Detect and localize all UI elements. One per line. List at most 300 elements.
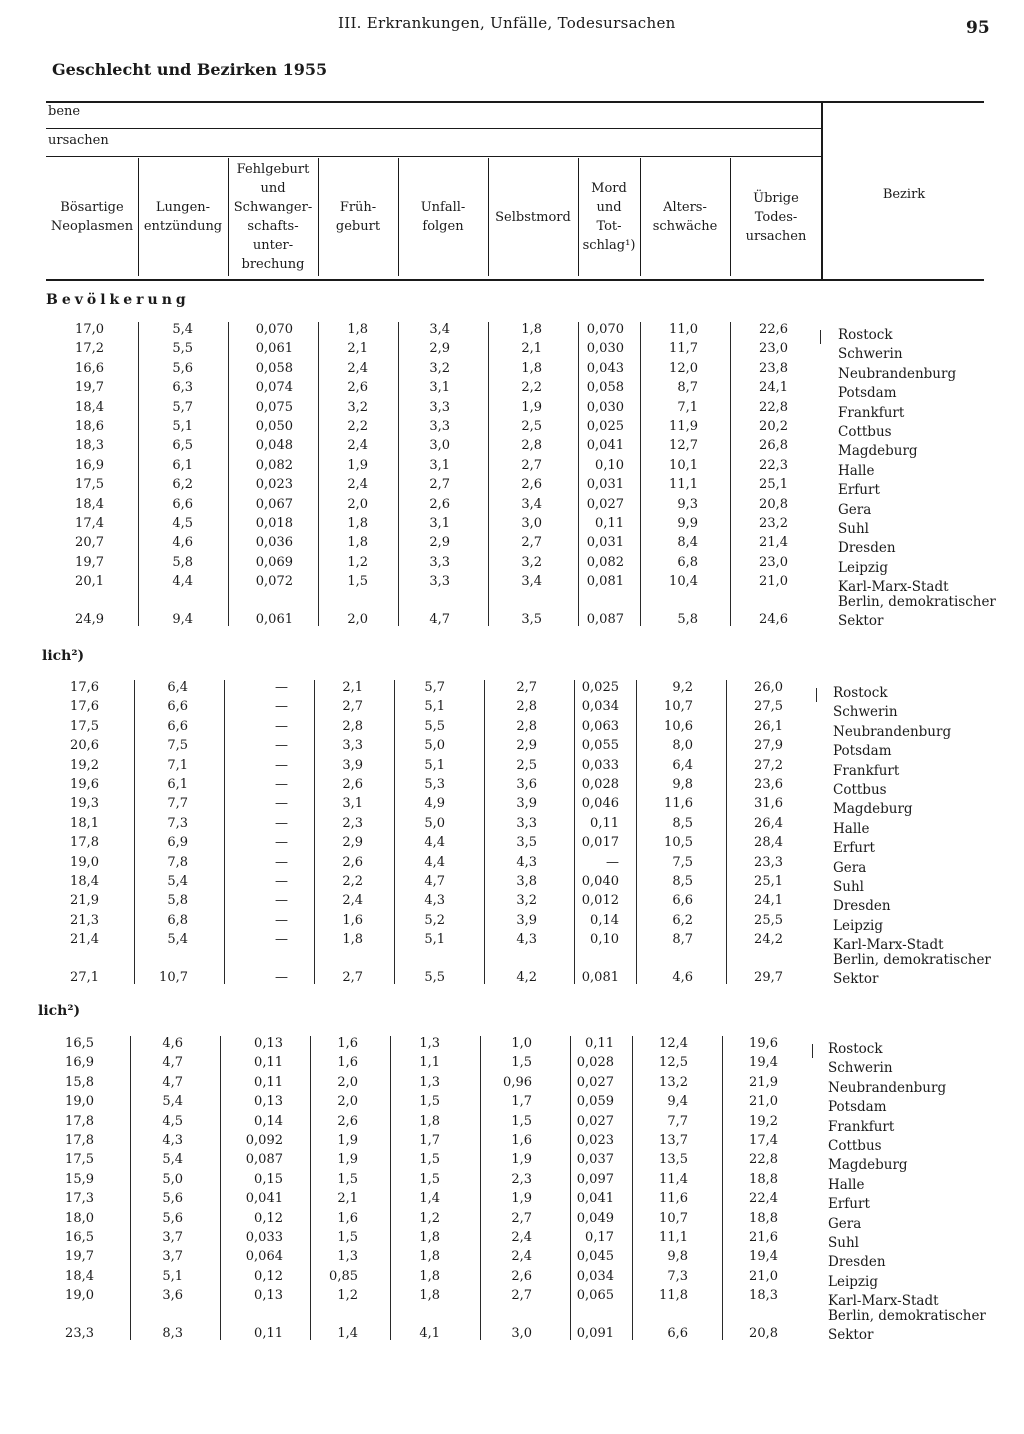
table-cell-fehlgeburt: 0,075	[255, 399, 293, 415]
table-cell-selbstmord: 3,6	[516, 777, 537, 792]
table-cell-uebrige: 21,0	[749, 1268, 778, 1284]
table-cell-neoplasmen: 16,6	[75, 360, 104, 376]
table-cell-unfallfolgen: 5,1	[424, 699, 445, 715]
table-cell-mord: 0,058	[586, 380, 624, 396]
header-fragment-ursachen: ursachen	[48, 133, 109, 148]
table-cell-fehlgeburt: —	[275, 874, 288, 889]
table-cell-fruehgeburt: 2,4	[342, 893, 363, 909]
table-cell-uebrige: 31,6	[754, 796, 783, 812]
table-cell-lungenentzuendung: 6,6	[167, 699, 188, 715]
table-cell-selbstmord: 2,4	[511, 1230, 532, 1245]
bezirk-label: Neubrandenburg	[828, 1079, 947, 1096]
table-cell-lungenentzuendung: 6,1	[167, 777, 188, 792]
table-cell-fehlgeburt: 0,11	[254, 1325, 283, 1341]
table-cell-lungenentzuendung: 6,3	[172, 380, 193, 396]
table-cell-fruehgeburt: 2,0	[347, 496, 368, 512]
table-row	[0, 814, 1024, 833]
table-cell-altersschwaeche: 6,6	[667, 1325, 688, 1341]
table-cell-fruehgeburt: 2,9	[342, 835, 363, 851]
table-cell-selbstmord: 3,8	[516, 874, 537, 889]
table-cell-unfallfolgen: 1,8	[419, 1249, 440, 1265]
table-cell-fehlgeburt: 0,14	[254, 1113, 283, 1129]
table-cell-fruehgeburt: 2,1	[347, 341, 368, 357]
table-cell-neoplasmen: 20,1	[75, 574, 104, 590]
table-cell-altersschwaeche: 8,7	[672, 932, 693, 948]
table-cell-unfallfolgen: 4,7	[424, 874, 445, 889]
table-cell-altersschwaeche: 8,5	[672, 874, 693, 889]
table-cell-lungenentzuendung: 8,3	[162, 1325, 183, 1341]
table-cell-lungenentzuendung: 3,6	[162, 1288, 183, 1304]
bezirk-label: Gera	[833, 859, 867, 876]
table-cell-unfallfolgen: 5,0	[424, 815, 445, 831]
table-cell-mord: 0,045	[576, 1249, 614, 1265]
table-cell-altersschwaeche: 12,0	[669, 360, 698, 376]
table-cell-neoplasmen: 19,7	[75, 380, 104, 396]
table-cell-unfallfolgen: 1,3	[419, 1074, 440, 1090]
bezirk-label: Cottbus	[828, 1138, 882, 1154]
table-cell-altersschwaeche: 6,2	[672, 912, 693, 928]
table-cell-neoplasmen: 18,1	[70, 815, 99, 831]
table-cell-uebrige: 23,6	[754, 777, 783, 792]
table-cell-uebrige: 26,8	[759, 438, 788, 454]
column-header-altersschwaeche: Alters- schwäche	[652, 200, 718, 234]
table-cell-fehlgeburt: —	[275, 777, 288, 792]
table-cell-mord: 0,14	[590, 912, 619, 928]
bezirk-label: Schwerin	[838, 346, 903, 363]
table-cell-selbstmord: 3,4	[521, 496, 542, 512]
table-cell-fehlgeburt: 0,13	[254, 1036, 283, 1051]
table-cell-selbstmord: 2,7	[521, 457, 542, 473]
table-cell-unfallfolgen: 5,2	[424, 912, 445, 928]
table-cell-altersschwaeche: 12,7	[669, 438, 698, 454]
table-cell-fruehgeburt: 1,5	[337, 1171, 358, 1187]
table-cell-fehlgeburt: 0,018	[255, 516, 293, 531]
table-cell-selbstmord: 2,1	[521, 341, 542, 357]
table-cell-neoplasmen: 17,5	[65, 1152, 94, 1168]
table-cell-unfallfolgen: 1,2	[419, 1210, 440, 1226]
table-cell-neoplasmen: 18,6	[75, 419, 104, 434]
table-cell-fruehgeburt: 1,6	[342, 912, 363, 928]
table-cell-selbstmord: 2,6	[521, 477, 542, 493]
table-cell-mord: 0,023	[576, 1133, 614, 1148]
table-cell-uebrige: 23,8	[759, 360, 788, 376]
table-cell-fehlgeburt: 0,072	[255, 574, 293, 590]
table-cell-selbstmord: 2,7	[511, 1210, 532, 1226]
table-cell-fruehgeburt: 1,6	[337, 1055, 358, 1071]
table-cell-uebrige: 22,8	[759, 399, 788, 415]
table-cell-altersschwaeche: 10,1	[669, 457, 698, 473]
table-cell-selbstmord: 3,3	[516, 815, 537, 831]
table-cell-unfallfolgen: 4,3	[424, 893, 445, 909]
table-cell-fehlgeburt: 0,061	[255, 611, 293, 627]
table-cell-neoplasmen: 17,2	[75, 341, 104, 357]
table-cell-selbstmord: 1,8	[521, 322, 542, 337]
table-cell-mord: 0,097	[576, 1171, 614, 1187]
table-cell-uebrige: 26,4	[754, 815, 783, 831]
table-cell-neoplasmen: 19,7	[65, 1249, 94, 1265]
table-cell-altersschwaeche: 13,2	[659, 1074, 688, 1090]
table-cell-altersschwaeche: 8,5	[672, 815, 693, 831]
table-cell-altersschwaeche: 7,7	[667, 1113, 688, 1129]
bezirk-label: Neubrandenburg	[833, 723, 952, 740]
table-cell-selbstmord: 2,9	[516, 738, 537, 754]
table-cell-fruehgeburt: 3,1	[342, 796, 363, 812]
table-cell-mord: 0,030	[586, 399, 624, 415]
table-cell-fruehgeburt: 2,7	[342, 969, 363, 985]
table-cell-uebrige: 27,2	[754, 757, 783, 773]
bezirk-label: Halle	[833, 820, 870, 837]
table-cell-unfallfolgen: 5,1	[424, 757, 445, 773]
bezirk-label: Erfurt	[828, 1196, 870, 1213]
bezirk-label: Leipzig	[828, 1273, 878, 1290]
table-cell-fruehgeburt: 1,9	[337, 1152, 358, 1168]
header-bottom-rule	[46, 279, 984, 281]
table-cell-fehlgeburt: —	[275, 969, 288, 985]
table-cell-fruehgeburt: 1,5	[347, 574, 368, 590]
table-cell-uebrige: 19,4	[749, 1249, 778, 1265]
table-cell-unfallfolgen: 2,7	[429, 477, 450, 493]
table-cell-fehlgeburt: 0,12	[254, 1268, 283, 1284]
header-fragment-bene: bene	[48, 104, 81, 119]
table-cell-lungenentzuendung: 6,2	[172, 477, 193, 493]
table-cell-lungenentzuendung: 5,4	[172, 322, 193, 337]
table-cell-altersschwaeche: 11,6	[659, 1191, 688, 1207]
table-cell-neoplasmen: 19,6	[70, 777, 99, 792]
table-cell-neoplasmen: 17,4	[75, 516, 104, 531]
table-cell-unfallfolgen: 3,1	[429, 380, 450, 396]
table-cell-neoplasmen: 17,0	[75, 322, 104, 337]
bezirk-label: Frankfurt	[838, 404, 905, 421]
table-cell-fehlgeburt: —	[275, 912, 288, 928]
table-cell-fehlgeburt: 0,067	[255, 496, 293, 512]
table-cell-mord: 0,040	[581, 874, 619, 889]
table-cell-selbstmord: 3,2	[521, 554, 542, 570]
table-cell-fruehgeburt: 1,2	[337, 1288, 358, 1304]
table-cell-fruehgeburt: 2,1	[342, 680, 363, 695]
table-cell-altersschwaeche: 9,2	[672, 680, 693, 695]
table-cell-uebrige: 18,8	[749, 1210, 778, 1226]
table-cell-selbstmord: 0,96	[503, 1074, 532, 1090]
table-cell-selbstmord: 2,8	[521, 438, 542, 454]
table-cell-altersschwaeche: 7,3	[667, 1268, 688, 1284]
table-cell-unfallfolgen: 1,1	[419, 1055, 440, 1071]
table-cell-mord: 0,027	[576, 1113, 614, 1129]
table-cell-unfallfolgen: 5,1	[424, 932, 445, 948]
table-cell-mord: 0,025	[581, 680, 619, 695]
bezirk-label: Suhl	[833, 879, 864, 895]
bezirk-label: Suhl	[828, 1235, 859, 1251]
table-cell-uebrige: 21,0	[759, 574, 788, 590]
table-cell-fruehgeburt: 1,9	[347, 457, 368, 473]
table-cell-fehlgeburt: —	[275, 718, 288, 734]
bezirk-label: Erfurt	[838, 482, 880, 499]
table-cell-selbstmord: 2,7	[516, 680, 537, 695]
table-cell-unfallfolgen: 3,0	[429, 438, 450, 454]
table-cell-altersschwaeche: 11,4	[659, 1171, 688, 1187]
table-cell-lungenentzuendung: 4,7	[162, 1055, 183, 1071]
table-cell-altersschwaeche: 11,8	[659, 1288, 688, 1304]
table-cell-fehlgeburt: —	[275, 815, 288, 831]
table-cell-unfallfolgen: 5,3	[424, 777, 445, 792]
table-cell-neoplasmen: 21,3	[70, 912, 99, 928]
table-cell-mord: 0,027	[586, 496, 624, 512]
table-cell-altersschwaeche: 11,1	[659, 1230, 688, 1245]
table-cell-mord: 0,025	[586, 419, 624, 434]
table-cell-fehlgeburt: 0,087	[245, 1152, 283, 1168]
table-cell-neoplasmen: 18,4	[75, 399, 104, 415]
table-cell-selbstmord: 3,0	[521, 516, 542, 531]
table-cell-neoplasmen: 19,3	[70, 796, 99, 812]
table-cell-unfallfolgen: 3,2	[429, 360, 450, 376]
table-cell-unfallfolgen: 1,4	[419, 1191, 440, 1207]
table-cell-fruehgeburt: 1,5	[337, 1230, 358, 1245]
table-cell-mord: 0,11	[595, 516, 624, 531]
table-cell-selbstmord: 4,3	[516, 854, 537, 870]
table-cell-fehlgeburt: —	[275, 932, 288, 948]
table-cell-altersschwaeche: 10,7	[664, 699, 693, 715]
table-cell-mord: 0,17	[585, 1230, 614, 1245]
table-cell-lungenentzuendung: 5,5	[172, 341, 193, 357]
table-cell-lungenentzuendung: 6,1	[172, 457, 193, 473]
table-cell-neoplasmen: 16,5	[65, 1230, 94, 1245]
table-cell-altersschwaeche: 9,3	[677, 496, 698, 512]
table-cell-neoplasmen: 19,0	[65, 1094, 94, 1110]
table-cell-lungenentzuendung: 5,4	[167, 932, 188, 948]
table-cell-fruehgeburt: 1,8	[342, 932, 363, 948]
table-cell-altersschwaeche: 8,7	[677, 380, 698, 396]
table-cell-altersschwaeche: 11,7	[669, 341, 698, 357]
table-cell-lungenentzuendung: 6,9	[167, 835, 188, 851]
table-cell-fruehgeburt: 2,6	[342, 777, 363, 792]
table-cell-uebrige: 24,2	[754, 932, 783, 948]
table-cell-mord: 0,041	[576, 1191, 614, 1207]
table-cell-uebrige: 24,6	[759, 611, 788, 627]
column-header-selbstmord: Selbstmord	[495, 209, 571, 225]
table-cell-selbstmord: 3,4	[521, 574, 542, 590]
table-cell-fehlgeburt: —	[275, 796, 288, 812]
table-cell-altersschwaeche: 5,8	[677, 611, 698, 627]
table-cell-fruehgeburt: 1,8	[347, 322, 368, 337]
table-cell-unfallfolgen: 1,5	[419, 1171, 440, 1187]
table-cell-mord: 0,063	[581, 718, 619, 734]
page-title: Geschlecht und Bezirken 1955	[52, 60, 328, 79]
table-cell-neoplasmen: 23,3	[65, 1325, 94, 1341]
table-cell-fehlgeburt: 0,092	[245, 1133, 283, 1148]
table-cell-selbstmord: 2,3	[511, 1171, 532, 1187]
table-cell-mord: 0,11	[585, 1036, 614, 1051]
table-cell-unfallfolgen: 2,9	[429, 535, 450, 551]
table-cell-mord: 0,081	[586, 574, 624, 590]
table-cell-neoplasmen: 18,4	[70, 874, 99, 889]
table-cell-lungenentzuendung: 5,6	[172, 360, 193, 376]
table-cell-fehlgeburt: 0,11	[254, 1055, 283, 1071]
table-cell-selbstmord: 2,8	[516, 718, 537, 734]
section-label: Bevölkerung	[46, 292, 190, 308]
bezirk-label: Frankfurt	[833, 762, 900, 779]
table-cell-fehlgeburt: 0,061	[255, 341, 293, 357]
table-cell-mord: 0,031	[586, 535, 624, 551]
table-cell-lungenentzuendung: 5,4	[167, 874, 188, 889]
table-cell-mord: 0,065	[576, 1288, 614, 1304]
table-cell-lungenentzuendung: 4,6	[172, 535, 193, 551]
table-cell-neoplasmen: 16,9	[65, 1055, 94, 1071]
table-cell-mord: 0,012	[581, 893, 619, 909]
table-cell-selbstmord: 3,5	[516, 835, 537, 851]
table-cell-mord: 0,041	[586, 438, 624, 454]
table-cell-mord: 0,034	[576, 1268, 614, 1284]
table-cell-unfallfolgen: 5,0	[424, 738, 445, 754]
table-cell-lungenentzuendung: 5,8	[172, 554, 193, 570]
table-cell-altersschwaeche: 11,1	[669, 477, 698, 493]
column-header-mord: Mord und Tot- schlag¹)	[582, 181, 636, 253]
table-cell-mord: 0,030	[586, 341, 624, 357]
table-cell-selbstmord: 4,3	[516, 932, 537, 948]
table-cell-altersschwaeche: 4,6	[672, 969, 693, 985]
table-cell-uebrige: 26,0	[754, 680, 783, 695]
table-cell-fehlgeburt: 0,023	[255, 477, 293, 493]
table-cell-fehlgeburt: —	[275, 893, 288, 909]
bezirk-label: Cottbus	[838, 424, 892, 440]
table-cell-neoplasmen: 15,8	[65, 1074, 94, 1090]
table-cell-neoplasmen: 17,8	[65, 1113, 94, 1129]
table-row	[0, 872, 1024, 891]
bezirk-label: Schwerin	[833, 704, 898, 721]
table-cell-lungenentzuendung: 4,7	[162, 1074, 183, 1090]
column-header-fehlgeburt: Fehlgeburt und Schwanger- schafts- unter- brechung	[233, 162, 313, 272]
table-cell-unfallfolgen: 4,4	[424, 854, 445, 870]
table-cell-neoplasmen: 17,8	[65, 1133, 94, 1148]
table-cell-uebrige: 27,5	[754, 699, 783, 715]
table-cell-unfallfolgen: 3,3	[429, 399, 450, 415]
table-cell-unfallfolgen: 3,1	[429, 457, 450, 473]
table-cell-selbstmord: 3,0	[511, 1325, 532, 1341]
table-cell-altersschwaeche: 8,0	[672, 738, 693, 754]
section-label: lich²)	[42, 648, 85, 664]
table-cell-lungenentzuendung: 6,6	[172, 496, 193, 512]
table-cell-mord: 0,028	[581, 777, 619, 792]
table-cell-lungenentzuendung: 9,4	[172, 611, 193, 627]
table-cell-uebrige: 21,6	[749, 1230, 778, 1245]
table-cell-mord: 0,027	[576, 1074, 614, 1090]
table-cell-uebrige: 23,0	[759, 554, 788, 570]
bezirk-label: Magdeburg	[833, 801, 913, 818]
column-header-neoplasmen: Bösartige Neoplasmen	[50, 200, 134, 234]
bezirk-label: Potsdam	[833, 743, 892, 760]
table-cell-fruehgeburt: 2,8	[342, 718, 363, 734]
table-cell-uebrige: 29,7	[754, 969, 783, 985]
table-cell-uebrige: 21,0	[749, 1094, 778, 1110]
table-cell-lungenentzuendung: 4,5	[172, 516, 193, 531]
table-cell-uebrige: 22,8	[749, 1152, 778, 1168]
table-cell-neoplasmen: 15,9	[65, 1171, 94, 1187]
table-cell-neoplasmen: 18,0	[65, 1210, 94, 1226]
table-cell-lungenentzuendung: 4,3	[162, 1133, 183, 1148]
header-rule-3	[46, 156, 822, 157]
table-cell-lungenentzuendung: 6,4	[167, 680, 188, 695]
table-cell-altersschwaeche: 11,6	[664, 796, 693, 812]
bezirk-label: Dresden	[833, 898, 891, 915]
table-cell-altersschwaeche: 8,4	[677, 535, 698, 551]
table-cell-mord: 0,034	[581, 699, 619, 715]
column-header-bezirk: Bezirk	[882, 186, 926, 202]
table-cell-unfallfolgen: 1,5	[419, 1094, 440, 1110]
bezirk-label: Neubrandenburg	[838, 365, 957, 382]
table-cell-fruehgeburt: 2,4	[347, 438, 368, 454]
table-cell-lungenentzuendung: 4,6	[162, 1036, 183, 1051]
table-cell-altersschwaeche: 9,4	[667, 1094, 688, 1110]
table-cell-selbstmord: 2,7	[521, 535, 542, 551]
table-cell-uebrige: 19,4	[749, 1055, 778, 1071]
table-cell-fruehgeburt: 1,4	[337, 1325, 358, 1341]
table-cell-lungenentzuendung: 4,4	[172, 574, 193, 590]
table-cell-fehlgeburt: —	[275, 680, 288, 695]
bezirk-label: Leipzig	[838, 559, 888, 576]
table-cell-fruehgeburt: 3,2	[347, 399, 368, 415]
table-cell-fehlgeburt: 0,074	[255, 380, 293, 396]
bezirk-label: Potsdam	[838, 385, 897, 402]
table-cell-neoplasmen: 17,5	[75, 477, 104, 493]
table-cell-altersschwaeche: 7,1	[677, 399, 698, 415]
table-cell-uebrige: 18,8	[749, 1171, 778, 1187]
table-cell-fehlgeburt: 0,13	[254, 1288, 283, 1304]
table-cell-fehlgeburt: 0,11	[254, 1074, 283, 1090]
bezirk-label: Dresden	[828, 1254, 886, 1271]
table-cell-neoplasmen: 18,4	[75, 496, 104, 512]
table-cell-selbstmord: 3,2	[516, 893, 537, 909]
table-cell-selbstmord: 3,5	[521, 611, 542, 627]
table-cell-uebrige: 21,4	[759, 535, 788, 551]
table-cell-neoplasmen: 17,8	[70, 835, 99, 851]
table-cell-unfallfolgen: 1,8	[419, 1268, 440, 1284]
table-cell-neoplasmen: 19,2	[70, 757, 99, 773]
table-cell-lungenentzuendung: 4,5	[162, 1113, 183, 1129]
table-cell-selbstmord: 2,7	[511, 1288, 532, 1304]
table-cell-altersschwaeche: 7,5	[672, 854, 693, 870]
table-cell-unfallfolgen: 3,3	[429, 574, 450, 590]
bezirk-label: Magdeburg	[838, 443, 918, 460]
table-cell-lungenentzuendung: 6,8	[167, 912, 188, 928]
table-cell-mord: 0,081	[581, 969, 619, 985]
table-cell-neoplasmen: 21,9	[70, 893, 99, 909]
table-cell-fruehgeburt: 2,6	[342, 854, 363, 870]
table-cell-unfallfolgen: 5,5	[424, 969, 445, 985]
table-cell-fehlgeburt: —	[275, 738, 288, 754]
table-cell-altersschwaeche: 12,4	[659, 1036, 688, 1051]
table-cell-unfallfolgen: 1,3	[419, 1036, 440, 1051]
bezirk-label: Berlin, demokratischer Sektor	[828, 1307, 986, 1343]
table-cell-neoplasmen: 20,6	[70, 738, 99, 754]
table-cell-fehlgeburt: 0,15	[254, 1171, 283, 1187]
table-cell-fruehgeburt: 1,2	[347, 554, 368, 570]
table-cell-lungenentzuendung: 7,1	[167, 757, 188, 773]
table-cell-neoplasmen: 17,5	[70, 718, 99, 734]
table-cell-mord: 0,037	[576, 1152, 614, 1168]
table-cell-fehlgeburt: 0,036	[255, 535, 293, 551]
column-header-fruehgeburt: Früh- geburt	[335, 200, 381, 234]
table-cell-neoplasmen: 20,7	[75, 535, 104, 551]
table-cell-altersschwaeche: 11,0	[669, 322, 698, 337]
table-cell-neoplasmen: 18,3	[75, 438, 104, 454]
table-cell-fruehgeburt: 1,8	[347, 516, 368, 531]
table-cell-selbstmord: 4,2	[516, 969, 537, 985]
table-cell-mord: 0,033	[581, 757, 619, 773]
table-cell-uebrige: 24,1	[754, 893, 783, 909]
table-cell-selbstmord: 1,5	[511, 1113, 532, 1129]
table-cell-uebrige: 28,4	[754, 835, 783, 851]
table-cell-mord: 0,028	[576, 1055, 614, 1071]
table-cell-mord: 0,10	[595, 457, 624, 473]
table-cell-uebrige: 22,6	[759, 322, 788, 337]
